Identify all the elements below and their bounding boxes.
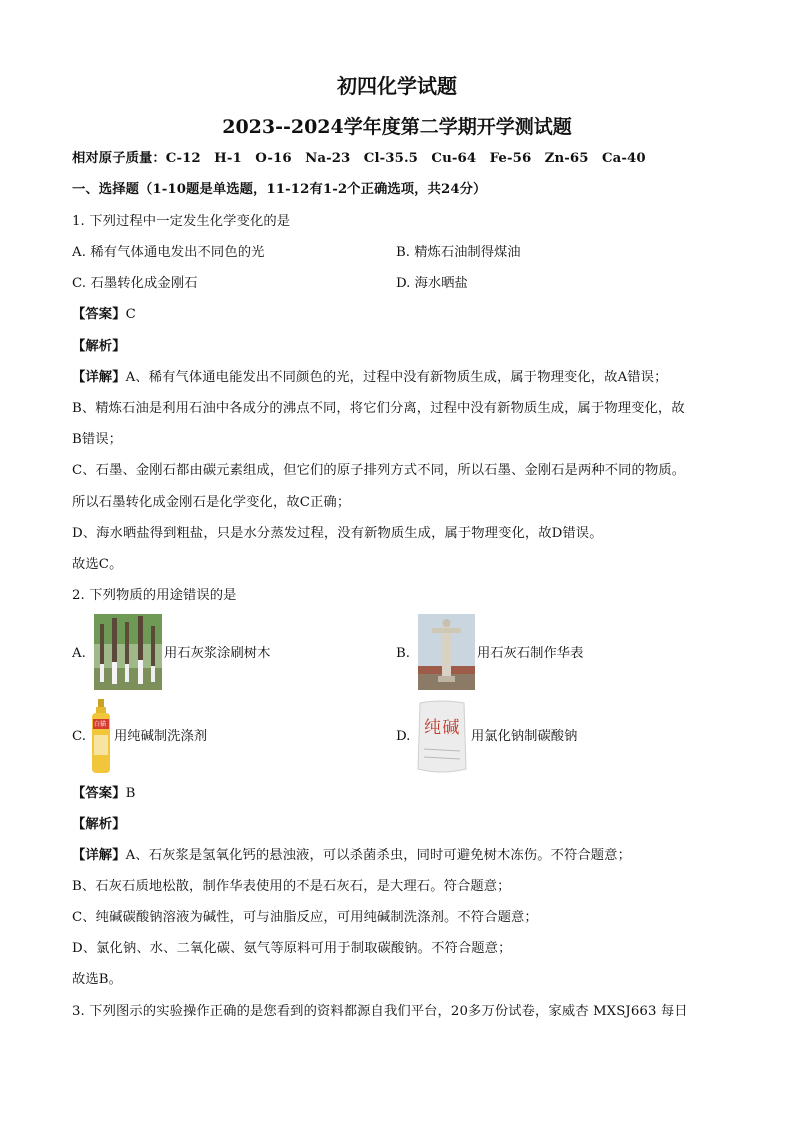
q2-analysis-tag — [72, 815, 722, 835]
q2-option-b-text: 用石灰石制作华表 — [477, 646, 584, 661]
q2-answer — [72, 784, 722, 804]
answer-value: C — [125, 307, 136, 322]
q2-detail-3: C、纯碱碳酸钠溶液为碱性，可与油脂反应，可用纯碱制洗涤剂。不符合题意； — [72, 910, 538, 925]
q2-option-b-letter: B. — [396, 646, 410, 661]
q1-detail-3: B错误； — [72, 432, 123, 447]
q2-detail-1 — [72, 846, 722, 866]
detail-tag: 【详解】 — [72, 848, 126, 863]
q1-option-b: B. 精炼石油制得煤油 — [396, 245, 521, 260]
detail-tag: 【详解】 — [72, 370, 126, 385]
detail-text: A、稀有气体通电能发出不同颜色的光，过程中没有新物质生成，属于物理变化，故A错误； — [125, 370, 668, 385]
section-heading: 一、选择题（1-10题是单选题，11-12有1-2个正确选项，共24分） — [72, 182, 487, 197]
q2-option-c-letter: C. — [72, 729, 86, 744]
huabiao-column-image — [418, 614, 475, 690]
tree-trunks-image — [94, 614, 162, 690]
q2-stem: 2. 下列物质的用途错误的是 — [72, 588, 237, 603]
q2-option-d-letter: D. — [396, 729, 411, 744]
page-subtitle: 2023--2024学年度第二学期开学测试题 — [222, 116, 572, 138]
q1-detail-7: 故选C。 — [72, 557, 123, 572]
q1-detail-1 — [72, 368, 722, 388]
page-title: 初四化学试题 — [337, 74, 457, 98]
q2-detail-4: D、氯化钠、水、二氧化碳、氨气等原料可用于制取碳酸钠。不符合题意； — [72, 941, 512, 956]
soda-ash-bag-image — [416, 699, 468, 775]
q1-option-c: C. 石墨转化成金刚石 — [72, 276, 198, 291]
detergent-bottle-image — [90, 699, 112, 775]
q2-option-d-text: 用氯化钠制碳酸钠 — [471, 729, 578, 744]
answer-value: B — [125, 786, 136, 801]
analysis-tag: 【解析】 — [72, 817, 126, 832]
q1-answer — [72, 305, 722, 325]
atomic-masses: 相对原子质量：C-12 H-1 O-16 Na-23 Cl-35.5 Cu-64 Fe-56 Zn-65 Ca-40 — [72, 151, 646, 166]
q1-option-a: A. 稀有气体通电发出不同色的光 — [72, 245, 265, 260]
q2-detail-2: B、石灰石质地松散，制作华表使用的不是石灰石，是大理石。符合题意； — [72, 879, 511, 894]
q1-detail-6: D、海水晒盐得到粗盐，只是水分蒸发过程，没有新物质生成，属于物理变化，故D错误。 — [72, 526, 603, 541]
q1-detail-5: 所以石墨转化成金刚石是化学变化，故C正确； — [72, 495, 351, 510]
q2-detail-5: 故选B。 — [72, 972, 123, 987]
detail-text: A、石灰浆是氢氧化钙的悬浊液，可以杀菌杀虫，同时可避免树木冻伤。不符合题意； — [125, 848, 631, 863]
q2-option-a-text: 用石灰浆涂刷树木 — [164, 646, 271, 661]
q1-detail-4: C、石墨、金刚石都由碳元素组成，但它们的原子排列方式不同，所以石墨、金刚石是两种不同的物质。 — [72, 463, 686, 478]
answer-tag: 【答案】 — [72, 307, 126, 322]
q1-analysis-tag — [72, 337, 722, 357]
bottle-label: 白猫 — [94, 721, 107, 728]
q1-detail-2: B、精炼石油是利用石油中各成分的沸点不同，将它们分离，过程中没有新物质生成，属于物理变化，故 — [72, 401, 685, 416]
q1-stem: 1. 下列过程中一定发生化学变化的是 — [72, 214, 291, 229]
q2-option-a-letter: A. — [72, 646, 86, 661]
bag-label: 纯 碱 — [424, 718, 458, 738]
analysis-tag: 【解析】 — [72, 339, 126, 354]
q1-option-d: D. 海水晒盐 — [396, 276, 468, 291]
answer-tag: 【答案】 — [72, 786, 126, 801]
q3-stem: 3. 下列图示的实验操作正确的是您看到的资料都源自我们平台，20多万份试卷，家威杏 MXSJ663 每日 — [72, 1004, 688, 1019]
q2-option-c-text: 用纯碱制洗涤剂 — [114, 729, 208, 744]
